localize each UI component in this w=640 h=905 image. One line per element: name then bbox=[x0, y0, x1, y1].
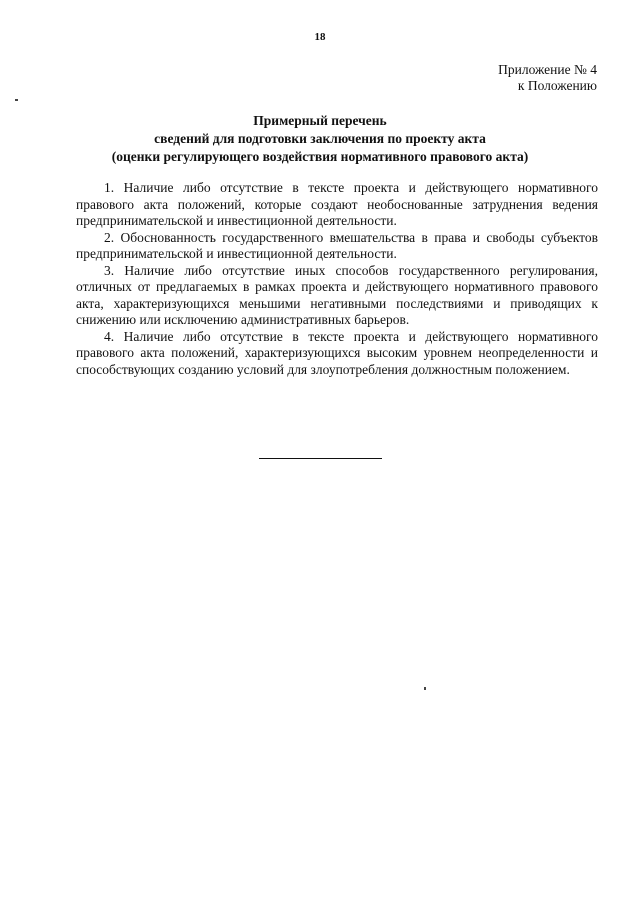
appendix-number: Приложение № 4 bbox=[498, 62, 597, 77]
appendix-reference: к Положению bbox=[517, 78, 597, 93]
list-item-2: 2. Обоснованность государственного вмешательства в права и свободы субъектов предпринимательской и инвестиционной деятельности. bbox=[76, 229, 598, 261]
appendix-header bbox=[498, 62, 597, 94]
end-divider bbox=[259, 458, 382, 459]
title-line-3: (оценки регулирующего воздействия нормативного правового акта) bbox=[111, 149, 529, 164]
list-item-4: 4. Наличие либо отсутствие в тексте проекта и действующего нормативного правового акта положений, характеризующихся высоким уровнем неопределенности и способствующих созданию условий для злоупотребления должностным положением. bbox=[76, 328, 598, 377]
scan-speck bbox=[424, 687, 426, 690]
list-item-1: 1. Наличие либо отсутствие в тексте проекта и действующего нормативного правового акта положений, которые создают необоснованные затруднения ведения предпринимательской и инвестиционной деятельности. bbox=[76, 180, 598, 228]
title-line-1: Примерный перечень bbox=[253, 113, 387, 128]
title-line-2: сведений для подготовки заключения по проекту акта bbox=[154, 131, 486, 146]
document-title bbox=[60, 112, 580, 166]
scan-speck bbox=[15, 99, 18, 101]
list-item-3: 3. Наличие либо отсутствие иных способов государственного регулирования, отличных от предлагаемых в рамках проекта и действующего нормативного правового акта, характеризующихся меньшими негативными последствиями и приводящих к снижению или исключению административных барьеров. bbox=[76, 262, 598, 327]
items-list bbox=[76, 180, 598, 378]
page-number: 18 bbox=[314, 31, 326, 43]
